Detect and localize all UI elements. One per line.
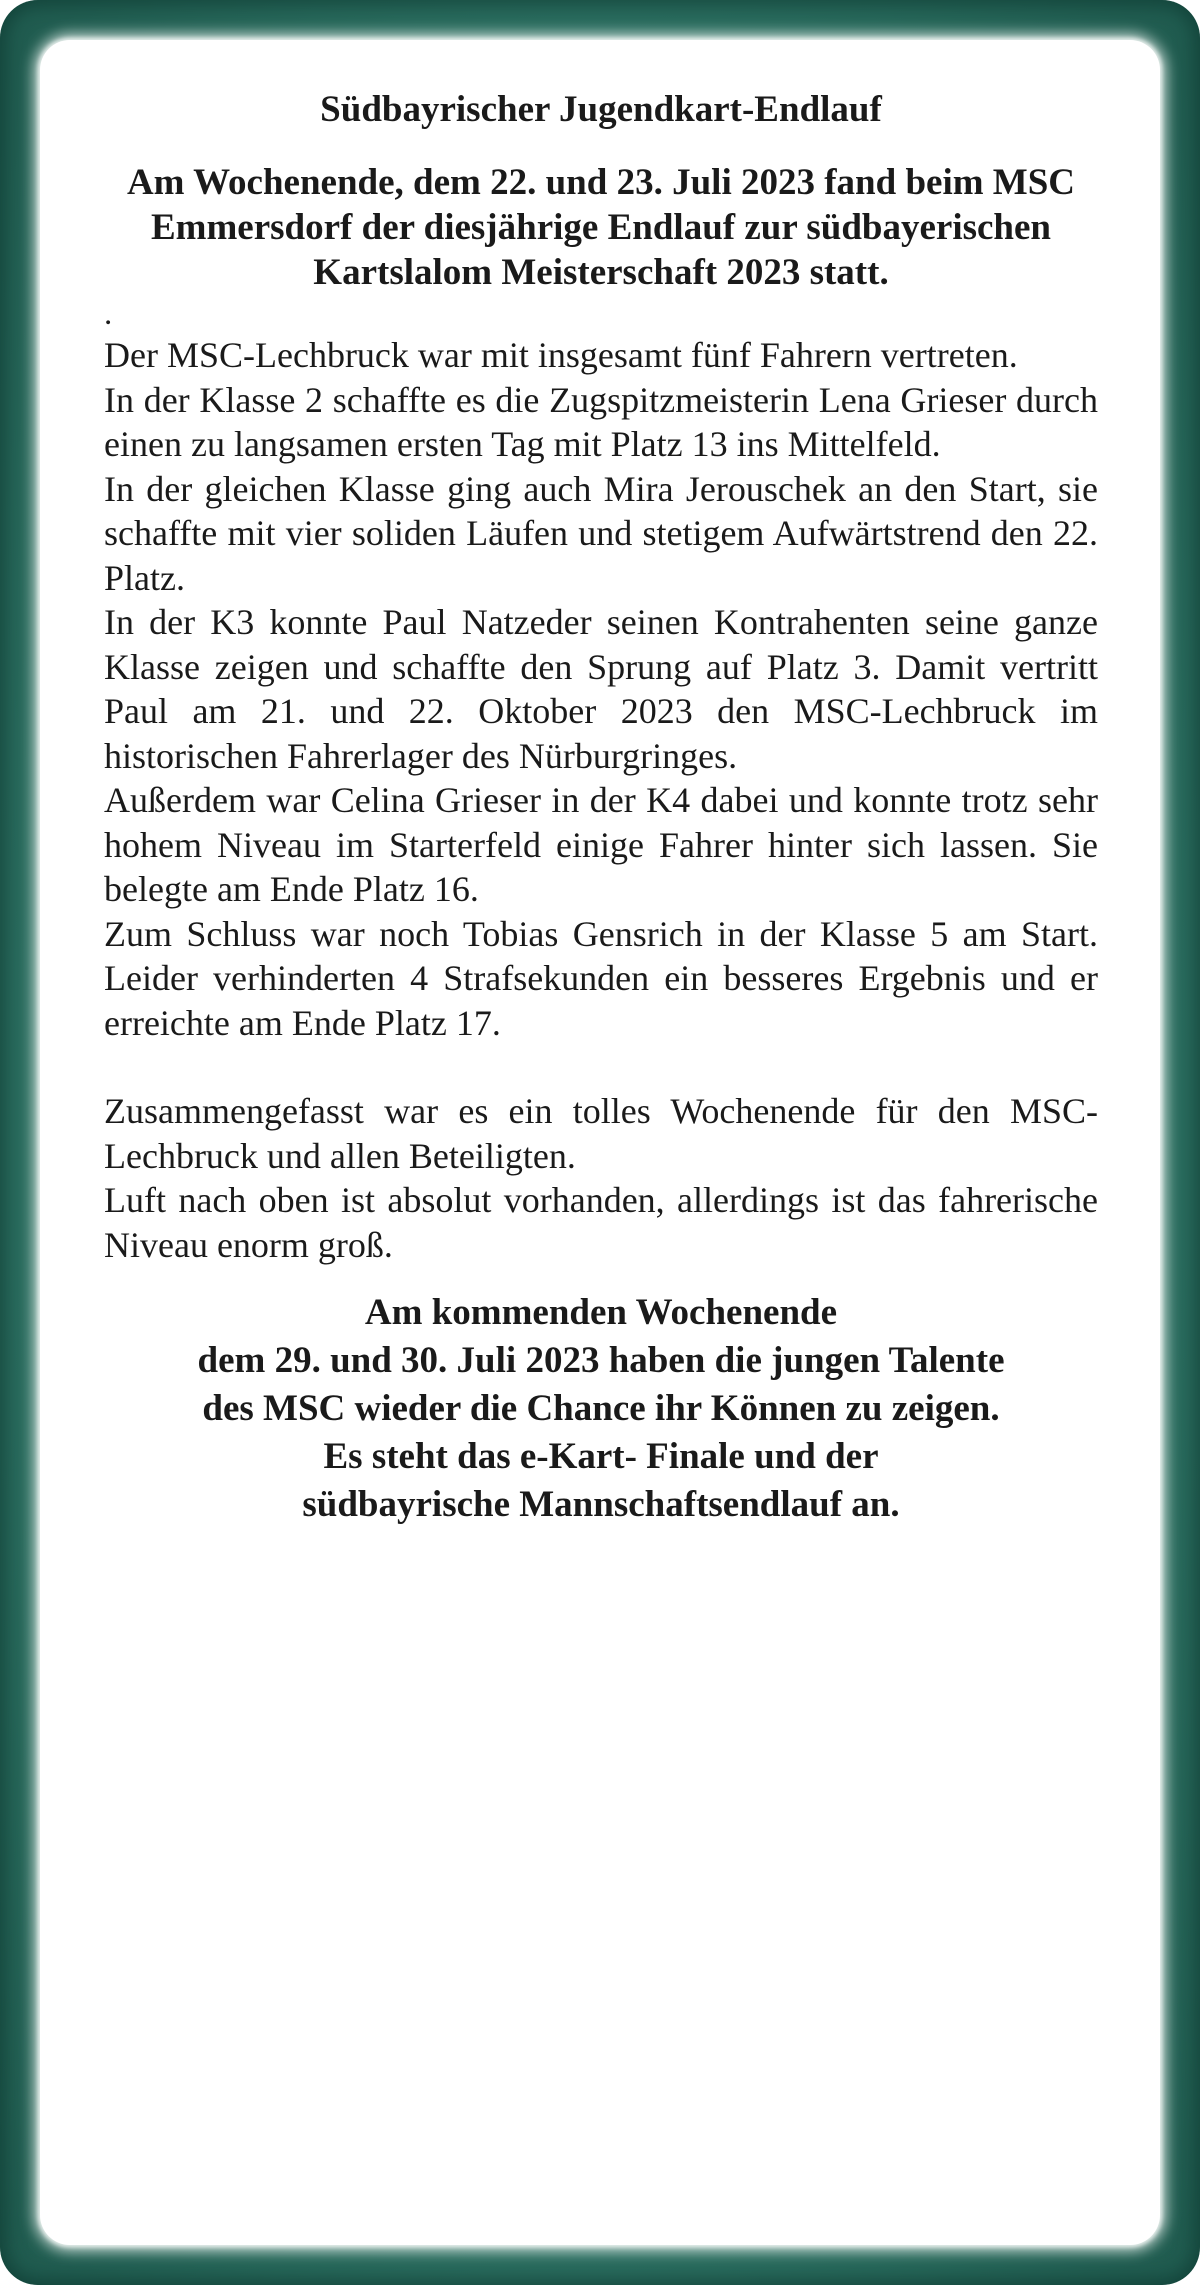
- paragraph-tobias-gensrich: Zum Schluss war noch Tobias Gensrich in der Klasse 5 am Start. Leider verhinderten 4 Strafsekunden ein besseres Ergebnis und er erreichte am Ende Platz 17.: [104, 913, 1098, 1043]
- article-title: Südbayrischer Jugendkart-Endlauf: [320, 89, 882, 130]
- paragraph-paul-natzeder: In der K3 konnte Paul Natzeder seinen Kontrahenten seine ganze Klasse zeigen und schaffte den Sprung auf Platz 3. Damit vertritt Paul am 21. und 22. Oktober 2023 den MSC-Lechbruck im historischen Fahrerlager des Nürburgringes.: [104, 602, 1098, 776]
- paragraph-spacer: [104, 1045, 1098, 1089]
- paragraph-participants: Der MSC-Lechbruck war mit insgesamt fünf Fahrern vertreten.: [104, 335, 1018, 375]
- article-card: [40, 40, 1160, 2245]
- outro-line: südbayrische Mannschaftsendlauf an.: [302, 1484, 900, 1525]
- upcoming-event-notice: [104, 1289, 1098, 1529]
- paragraph-summary: Zusammengefasst war es ein tolles Wochenende für den MSC-Lechbruck und allen Beteiligten.: [104, 1091, 1098, 1176]
- paragraph-lena-grieser: In der Klasse 2 schaffte es die Zugspitzmeisterin Lena Grieser durch einen zu langsamen ersten Tag mit Platz 13 ins Mittelfeld.: [104, 379, 1098, 464]
- outro-line: dem 29. und 30. Juli 2023 haben die jungen Talente: [197, 1340, 1005, 1381]
- paragraph-mira-jerouschek: In der gleichen Klasse ging auch Mira Jerouschek an den Start, sie schaffte mit vier soliden Läufen und stetigem Aufwärtstrend den 22. Platz.: [104, 468, 1098, 598]
- outro-line: Es steht das e-Kart- Finale und der: [323, 1436, 879, 1477]
- outro-line: des MSC wieder die Chance ihr Können zu zeigen.: [202, 1388, 1000, 1429]
- separator-dot: .: [104, 296, 113, 332]
- paragraph-celina-grieser: Außerdem war Celina Grieser in der K4 dabei und konnte trotz sehr hohem Niveau im Starterfeld einige Fahrer hinter sich lassen. Sie belegte am Ende Platz 16.: [104, 780, 1098, 909]
- paragraph-outlook: Luft nach oben ist absolut vorhanden, allerdings ist das fahrerische Niveau enorm groß.: [104, 1180, 1098, 1265]
- outro-line: Am kommenden Wochenende: [364, 1292, 838, 1333]
- article-intro: Am Wochenende, dem 22. und 23. Juli 2023 fand beim MSC Emmersdorf der diesjährige Endlauf zur südbayerischen Kartslalom Meisterschaft 2023 statt.: [126, 162, 1076, 293]
